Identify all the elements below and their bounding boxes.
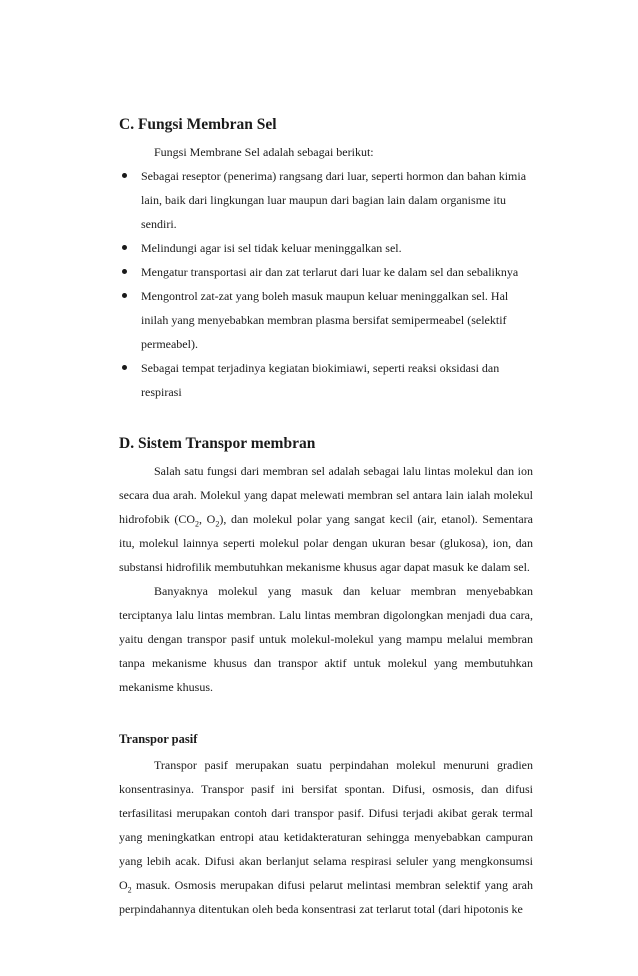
bullet-icon: [122, 293, 127, 298]
section-d-paragraph-2: Banyaknya molekul yang masuk dan keluar membran menyebabkan terciptanya lalu lintas membran. Lalu lintas membran digolongkan menjadi dua cara, yaitu dengan transpor pasif untuk molekul-molekul yang mampu melalui membran tanpa mekanisme khusus dan transpor aktif untuk molekul yang membutuhkan mekanisme khusus.: [119, 584, 533, 694]
section-d-paragraph-1: Salah satu fungsi dari membran sel adalah sebagai lalu lintas molekul dan ion secara dua arah. Molekul yang dapat melewati membran sel antara lain ialah molekul hidrofobik ($CO_2$, $O_2$), dan molekul polar yang sangat kecil (air, etanol). Sementara itu, molekul lainnya seperti molekul polar dengan ukuran besar (glukosa), ion, dan substansi hidrofilik membutuhkan mekanisme khusus agar dapat masuk ke dalam sel.: [119, 464, 534, 574]
section-d-heading: D. Sistem Transpor membran: [119, 435, 316, 452]
bullet-icon: [122, 269, 127, 274]
list-item: Mengontrol zat-zat yang boleh masuk maupun keluar meninggalkan sel. Hal inilah yang menyebabkan membran plasma bersifat semipermeabel (selektif permeabel).: [119, 284, 533, 356]
section-c-heading: C. Fungsi Membran Sel: [119, 116, 277, 133]
list-item: Melindungi agar isi sel tidak keluar meninggalkan sel.: [119, 236, 533, 260]
transpor-pasif-paragraph: Transpor pasif merupakan suatu perpindahan molekul menuruni gradien konsentrasinya. Transpor pasif ini bersifat spontan. Difusi, osmosis, dan difusi terfasilitasi merupakan contoh dari transpor pasif. Difusi terjadi akibat gerak termal yang meningkatkan entropi atau ketidakteraturan sehingga menyebabkan campuran yang lebih acak. Difusi akan berlanjut selama respirasi seluler yang mengkonsumsi $O_2$ masuk. Osmosis merupakan difusi pelarut melintasi membran selektif yang arah perpindahannya ditentukan oleh beda konsentrasi zat terlarut total (dari hipotonis ke: [119, 758, 533, 916]
bullet-icon: [122, 173, 127, 178]
bullet-icon: [122, 245, 127, 250]
section-c-intro: Fungsi Membrane Sel adalah sebagai berikut:: [154, 145, 374, 159]
membrane-function-list: [119, 164, 533, 404]
list-item: Sebagai tempat terjadinya kegiatan biokimiawi, seperti reaksi oksidasi dan respirasi: [119, 356, 533, 404]
list-item: Sebagai reseptor (penerima) rangsang dari luar, seperti hormon dan bahan kimia lain, baik dari lingkungan luar maupun dari bagian lain dalam organisme itu sendiri.: [119, 164, 533, 236]
transpor-pasif-heading: Transpor pasif: [119, 732, 198, 746]
page-content: [119, 114, 533, 921]
bullet-icon: [122, 365, 127, 370]
list-item: Mengatur transportasi air dan zat terlarut dari luar ke dalam sel dan sebaliknya: [119, 260, 533, 284]
